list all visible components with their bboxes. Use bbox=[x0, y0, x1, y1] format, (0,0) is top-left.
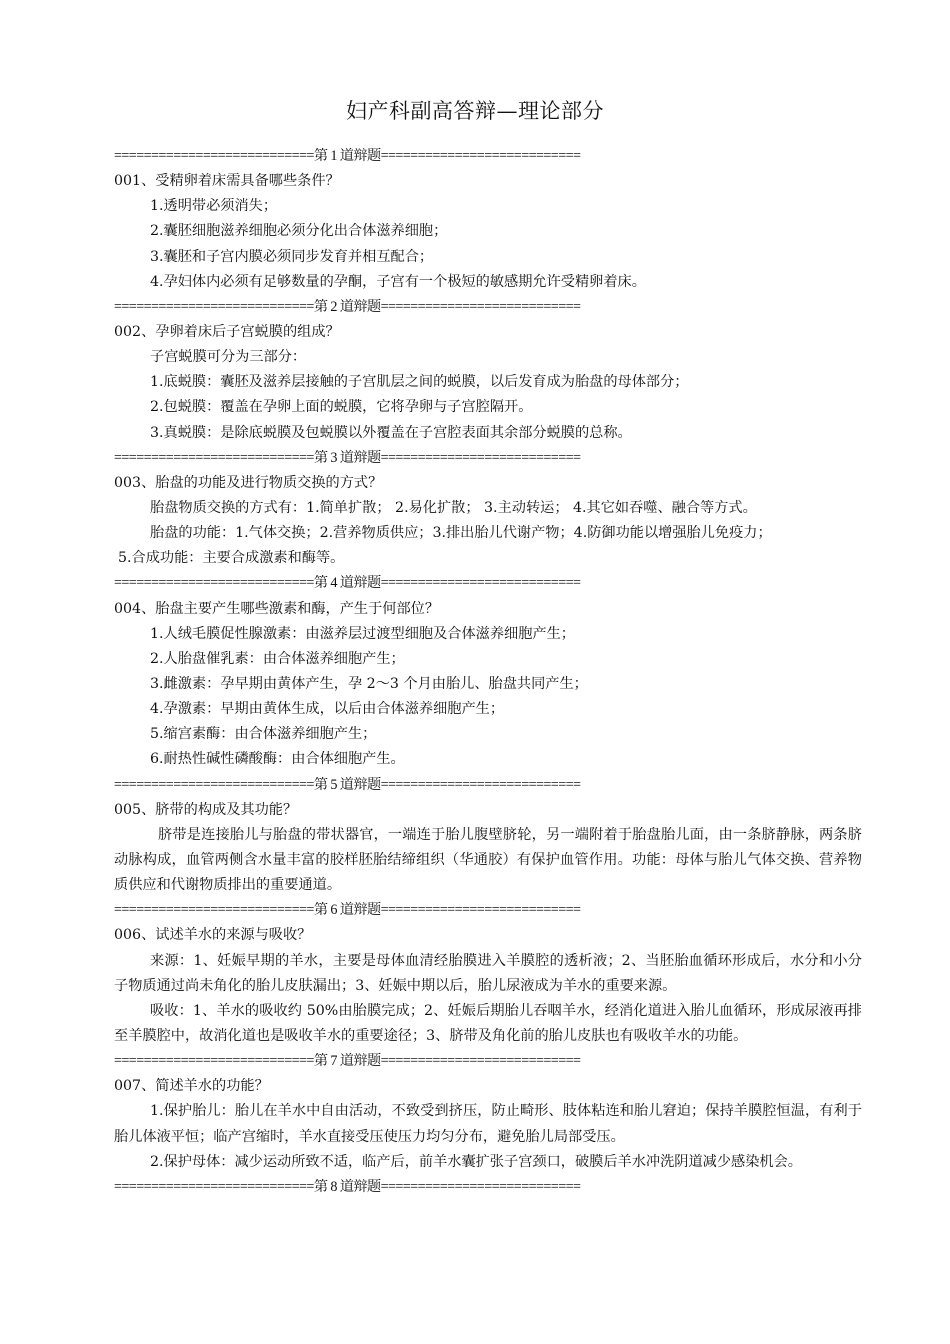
question-heading: 001、受精卵着床需具备哪些条件？ bbox=[114, 173, 340, 190]
question-separator: ===========================第 8 道辩题=========================== bbox=[114, 1178, 581, 1195]
answer-line: 4.孕妇体内必须有足够数量的孕酮，子宫有一个极短的敏感期允许受精卵着床。 bbox=[150, 273, 646, 290]
answer-line: 3.囊胚和子宫内膜必须同步发育并相互配合； bbox=[150, 248, 434, 265]
answer-line: 1.透明带必须消失； bbox=[150, 198, 278, 215]
answer-paragraph: 脐带是连接胎儿与胎盘的带状器官，一端连于胎儿腹壁脐轮，另一端附着于胎盘胎儿面，由一条脐静脉，两条脐动脉构成，血管两侧含水量丰富的胶样胚胎结缔组织（华通胶）有保护血管作用。功能：母体与胎儿气体交换、营养物质供应和代谢物质排出的重要通道。 bbox=[114, 826, 862, 894]
answer-paragraph: 2.保护母体：减少运动所致不适，临产后，前羊水囊扩张子宫颈口，破膜后羊水冲洗阴道减少感染机会。 bbox=[150, 1153, 802, 1170]
answer-paragraph: 1.保护胎儿：胎儿在羊水中自由活动，不致受到挤压，防止畸形、肢体粘连和胎儿窘迫；保持羊膜腔恒温，有利于胎儿体液平恒；临产宫缩时，羊水直接受压使压力均匀分布，避免胎儿局部受压。 bbox=[114, 1103, 862, 1145]
answer-line: 3.雌激素：孕早期由黄体产生，孕 2～3 个月由胎儿、胎盘共同产生； bbox=[150, 675, 588, 692]
answer-line: 1.人绒毛膜促性腺激素：由滋养层过渡型细胞及合体滋养细胞产生； bbox=[150, 625, 575, 642]
question-heading: 003、胎盘的功能及进行物质交换的方式？ bbox=[114, 474, 383, 491]
answer-paragraph: 来源：1、妊娠早期的羊水，主要是母体血清经胎膜进入羊膜腔的透析液；2、当胚胎血循环形成后，水分和小分子物质通过尚未角化的胎儿皮肤漏出；3、妊娠中期以后，胎儿尿液成为羊水的重要来源。 bbox=[114, 952, 862, 994]
answer-line: 4.孕激素：早期由黄体生成，以后由合体滋养细胞产生； bbox=[150, 701, 505, 718]
question-separator: ===========================第 4 道辩题=========================== bbox=[114, 575, 581, 592]
answer-intro: 子宫蜕膜可分为三部分： bbox=[150, 349, 307, 366]
document-title: 妇产科副高答辩—理论部分 bbox=[346, 99, 604, 123]
answer-line: 2.人胎盘催乳素：由合体滋养细胞产生； bbox=[150, 650, 405, 667]
answer-line: 6.耐热性碱性磷酸酶：由合体细胞产生。 bbox=[150, 751, 405, 768]
answer-line: 胎盘物质交换的方式有：1.简单扩散； 2.易化扩散； 3.主动转运； 4.其它如吞噬、融合等方式。 bbox=[150, 499, 757, 516]
answer-line: 5.合成功能：主要合成激素和酶等。 bbox=[118, 550, 345, 567]
question-separator: ===========================第 7 道辩题=========================== bbox=[114, 1053, 581, 1070]
answer-line: 2.囊胚细胞滋养细胞必须分化出合体滋养细胞； bbox=[150, 223, 448, 240]
answer-line: 5.缩宫素酶：由合体滋养细胞产生； bbox=[150, 726, 377, 743]
answer-paragraph: 吸收：1、羊水的吸收约 50%由胎膜完成；2、妊娠后期胎儿吞咽羊水，经消化道进入胎儿血循环，形成尿液再排至羊膜腔中，故消化道也是吸收羊水的重要途径；3、脐带及角化前的胎儿皮肤也有吸收羊水的功能。 bbox=[114, 1002, 862, 1045]
question-separator: ===========================第 1 道辩题=========================== bbox=[114, 148, 581, 164]
question-separator: ===========================第 6 道辩题=========================== bbox=[114, 902, 581, 919]
question-separator: ===========================第 2 道辩题=========================== bbox=[114, 298, 581, 315]
question-heading: 006、试述羊水的来源与吸收？ bbox=[114, 927, 312, 944]
question-heading: 007、简述羊水的功能？ bbox=[114, 1078, 269, 1095]
question-heading: 005、脐带的构成及其功能？ bbox=[114, 801, 298, 818]
question-heading: 002、孕卵着床后子宫蜕膜的组成？ bbox=[114, 323, 340, 340]
answer-line: 1.底蜕膜：囊胚及滋养层接触的子宫肌层之间的蜕膜，以后发育成为胎盘的母体部分； bbox=[150, 374, 689, 391]
question-heading: 004、胎盘主要产生哪些激素和酶，产生于何部位？ bbox=[114, 600, 440, 617]
answer-line: 3.真蜕膜：是除底蜕膜及包蜕膜以外覆盖在子宫腔表面其余部分蜕膜的总称。 bbox=[150, 424, 632, 441]
answer-line: 2.包蜕膜：覆盖在孕卵上面的蜕膜，它将孕卵与子宫腔隔开。 bbox=[150, 399, 533, 416]
question-separator: ===========================第 3 道辩题=========================== bbox=[114, 449, 581, 466]
answer-line: 胎盘的功能：1.气体交换；2.营养物质供应；3.排出胎儿代谢产物；4.防御功能以增强胎儿免疫力； bbox=[150, 525, 772, 542]
document-body bbox=[114, 144, 862, 1200]
question-separator: ===========================第 5 道辩题=========================== bbox=[114, 776, 581, 793]
